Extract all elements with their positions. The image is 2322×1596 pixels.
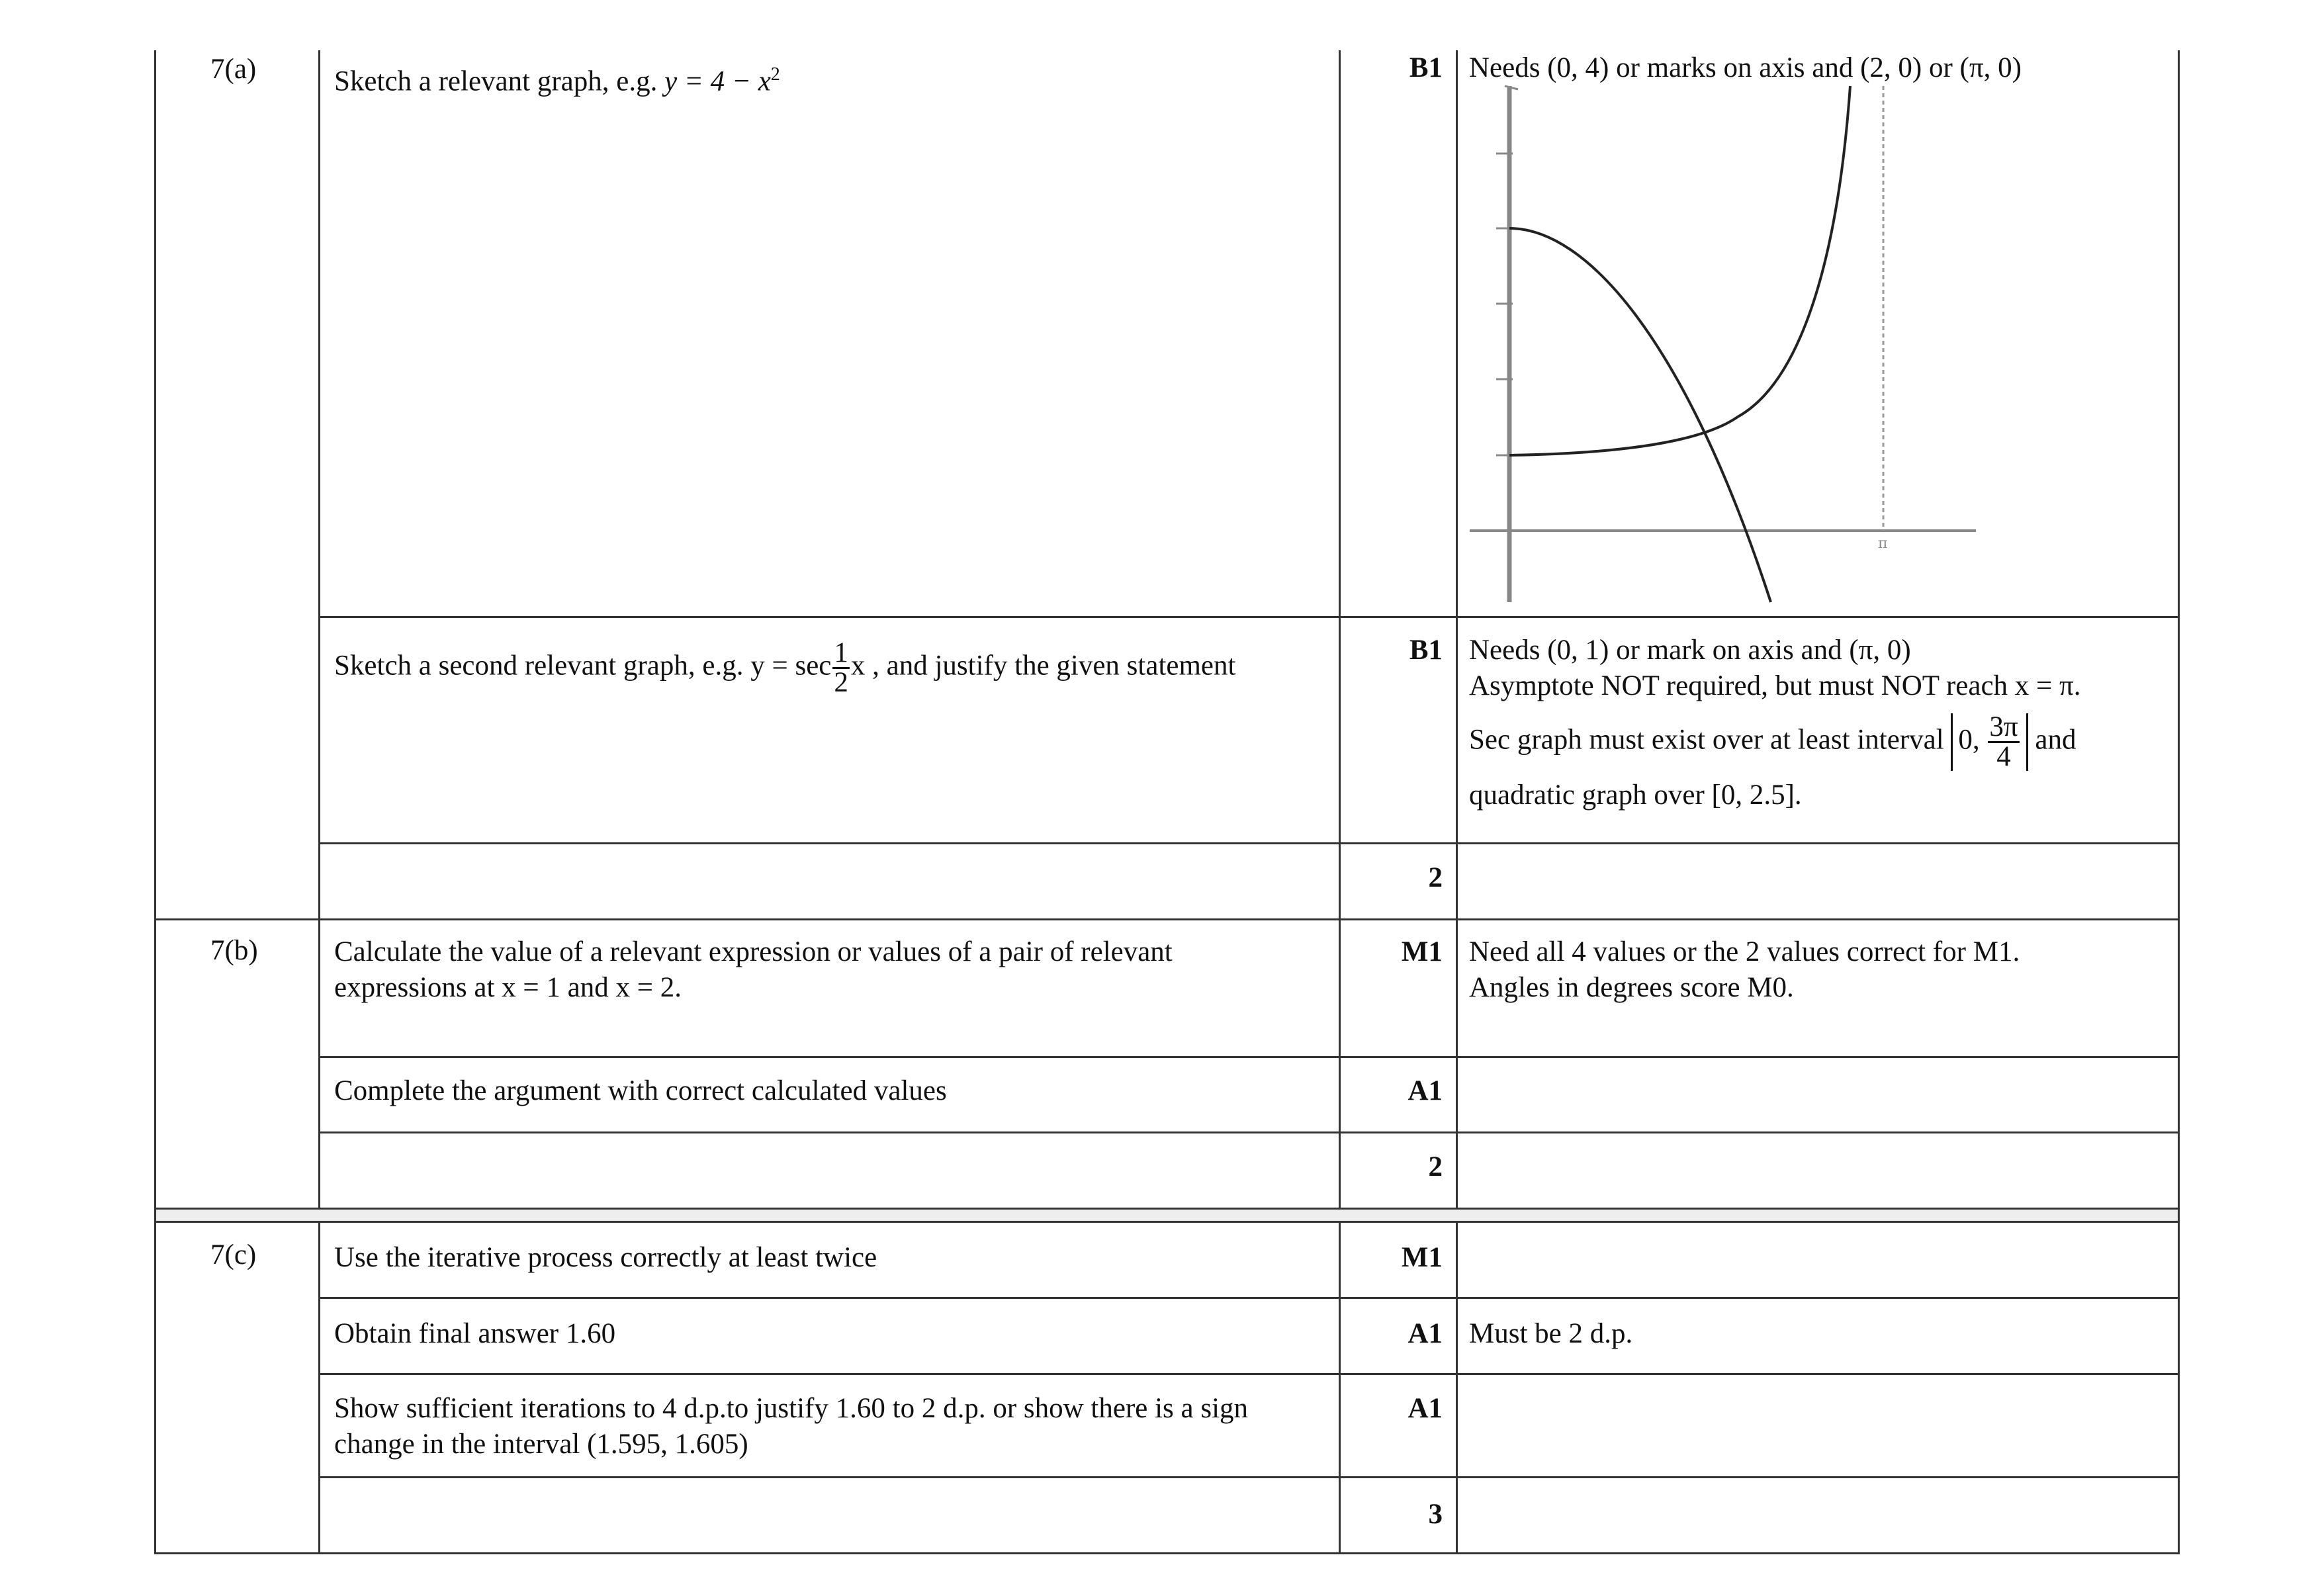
sketch-sec-curve — [1509, 86, 1850, 455]
rule-7a-bottom — [154, 918, 2180, 920]
rule-7b-total-divider — [318, 1131, 2180, 1133]
rule-col-right — [2178, 50, 2180, 1554]
guidance-7c-step2: Must be 2 d.p. — [1469, 1318, 1633, 1349]
answer-7a-step1-power: 2 — [770, 64, 780, 85]
answer-7c-step3 — [334, 1391, 1248, 1462]
answer-7a-step2 — [334, 639, 1235, 697]
rule-7c-top — [154, 1221, 2180, 1223]
guidance-7a-step2-interval-den: 4 — [1996, 741, 2011, 772]
guidance-7a-step2-line4: quadratic graph over [0, 2.5]. — [1469, 779, 1802, 811]
question-number-7a: 7(a) — [210, 54, 257, 85]
rule-col-answer — [1339, 50, 1341, 1554]
rule-7c-bottom — [154, 1552, 2180, 1554]
guidance-7a-step2-interval-fraction — [1988, 713, 2019, 771]
guidance-7a-step2-interval-num: 3π — [1989, 711, 2018, 742]
answer-7a-step1 — [334, 57, 780, 99]
guidance-7a-step2-line2: Asymptote NOT required, but must NOT reach x = π. — [1469, 670, 2081, 701]
answer-7c-step3-line2: change in the interval (1.595, 1.605) — [334, 1429, 748, 1460]
answer-7c-step3-line1: Show sufficient iterations to 4 d.p.to justify 1.60 to 2 d.p. or show there is a sign — [334, 1393, 1249, 1424]
answer-7c-step2: Obtain final answer 1.60 — [334, 1318, 616, 1349]
answer-7a-step2-suffix: x , and justify the given statement — [850, 650, 1236, 682]
mark-7b-step1: M1 — [1401, 936, 1443, 967]
sketch-pi-label: π — [1878, 535, 1888, 552]
guidance-7a-step2-line3-suffix: and — [2035, 724, 2076, 756]
answer-7c-step1: Use the iterative process correctly at least twice — [334, 1242, 877, 1273]
guidance-7a-step2-interval-start: 0, — [1958, 724, 1980, 756]
rule-7b-step-divider — [318, 1056, 2180, 1058]
answer-7b-step1-line2: expressions at x = 1 and x = 2. — [334, 972, 682, 1003]
mark-7c-step1: M1 — [1401, 1242, 1443, 1273]
answer-7a-step2-frac-num: 1 — [834, 637, 848, 668]
guidance-7a-step2-line3 — [1469, 713, 2170, 771]
mark-7a-step2: B1 — [1409, 635, 1443, 666]
sketch-quadratic-curve — [1509, 228, 1771, 602]
guidance-7a-step2-line3-prefix: Sec graph must exist over at least interval — [1469, 724, 1944, 756]
answer-7b-step1-line1: Calculate the value of a relevant expression or values of a pair of relevant — [334, 936, 1173, 967]
mark-7c-step3: A1 — [1407, 1393, 1443, 1424]
answer-7b-step2: Complete the argument with correct calculated values — [334, 1075, 947, 1106]
guidance-7b-step1-line1: Need all 4 values or the 2 values correct for M1. — [1469, 936, 2020, 967]
rule-7c-step2-divider — [318, 1373, 2180, 1375]
mark-7b-step2: A1 — [1407, 1075, 1443, 1106]
answer-7a-step2-prefix: Sketch a second relevant graph, e.g. y = sec — [334, 650, 832, 682]
answer-7a-step2-frac-den: 2 — [834, 667, 848, 698]
answer-7a-step1-text: Sketch a relevant graph, e.g. — [334, 66, 665, 97]
mark-7c-step2: A1 — [1407, 1318, 1443, 1349]
rule-7a-step-divider — [318, 616, 2180, 618]
question-number-7b: 7(b) — [210, 935, 258, 966]
total-7c: 3 — [1428, 1499, 1443, 1530]
question-number-7c: 7(c) — [210, 1239, 257, 1270]
answer-7a-step1-equation: y = 4 − x — [664, 66, 771, 97]
guidance-7b-step1-line2: Angles in degrees score M0. — [1469, 972, 1794, 1003]
answer-7b-step1 — [334, 934, 1173, 1006]
guidance-7a-step2 — [1469, 633, 2170, 813]
guidance-7a-step1: Needs (0, 4) or marks on axis and (2, 0) or (π, 0) — [1469, 52, 2022, 83]
rule-col-question — [318, 50, 320, 1554]
rule-7a-total-divider — [318, 842, 2180, 844]
rule-7c-step1-divider — [318, 1297, 2180, 1299]
total-7b: 2 — [1428, 1151, 1443, 1182]
sketch-graph — [1466, 73, 1989, 612]
mark-7a-step1: B1 — [1409, 52, 1443, 83]
guidance-7a-step2-line1: Needs (0, 1) or mark on axis and (π, 0) — [1469, 635, 1911, 666]
table-gap-band — [156, 1210, 2178, 1221]
guidance-7a-step2-interval — [1951, 713, 2028, 771]
rule-col-left — [154, 50, 156, 1554]
rule-col-marks — [1456, 50, 1458, 1554]
guidance-7b-step1 — [1469, 934, 2020, 1006]
answer-7a-step2-fraction — [832, 639, 850, 697]
rule-7c-step3-divider — [318, 1476, 2180, 1478]
total-7a: 2 — [1428, 862, 1443, 893]
